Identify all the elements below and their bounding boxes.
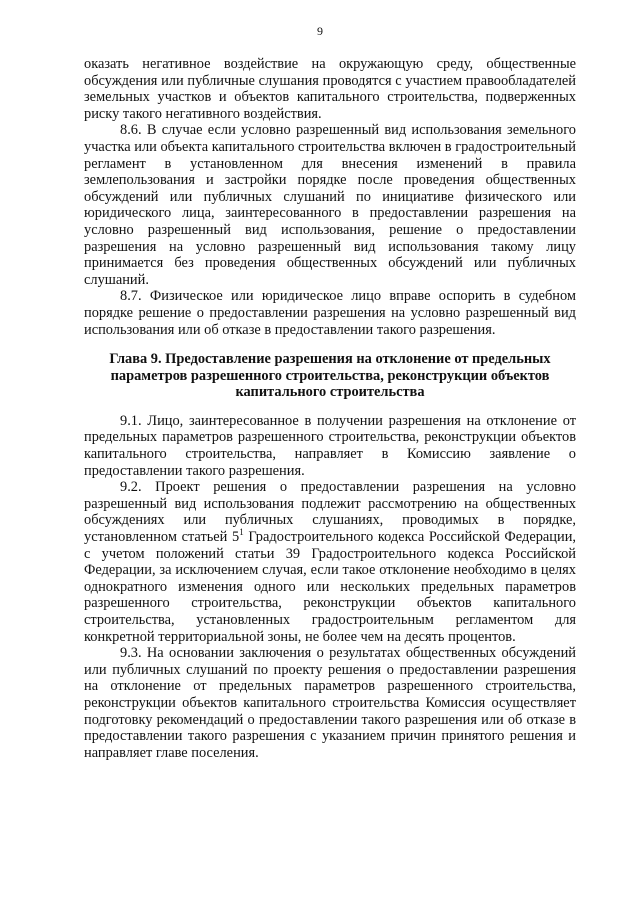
paragraph-9-2-start: 9.2. Проект решения о предоставлении разрешения на условно разрешенный вид использования подлежит рассмотрению на общественных обсуждениях или публичных слушаниях, проводимых в порядке, установленном статьей 5 xyxy=(84,479,576,546)
article-superscript: 1 xyxy=(239,527,244,538)
chapter-9-heading: Глава 9. Предоставление разрешения на отклонение от предельных параметров разрешенного строительства, реконструкции объектов капитального строительства xyxy=(109,351,551,401)
page-number: 9 xyxy=(317,24,323,38)
paragraph-9-1: 9.1. Лицо, заинтересованное в получении разрешения на отклонение от предельных параметров разрешенного строительства, реконструкции объектов капитального строительства, направляет в Комиссию заявление о предоставлении такого разрешения. xyxy=(84,412,576,479)
paragraph-8-6: 8.6. В случае если условно разрешенный вид использования земельного участка или объекта капитального строительства включен в градостроительный регламент в установленном для внесения изменений в правила землепользования и застройки порядке после проведения общественных обсуждений или публичных слушаний по инициативе физического или юридического лица, заинтересованного в предоставлении разрешения на условно разрешенный вид использования, решение о предоставлении разрешения на условно разрешенный вид использования такому лицу принимается без проведения общественных обсуждений или публичных слушаний. xyxy=(84,122,576,288)
paragraph-9-3: 9.3. На основании заключения о результатах общественных обсуждений или публичных слушаний по проекту решения о предоставлении разрешения на отклонение от предельных параметров разрешенного строительства, реконструкции объектов капитального строительства Комиссия осуществляет подготовку рекомендаций о предоставлении такого разрешения или об отказе в предоставлении такого разрешения с указанием причин принятого решения и направляет главе поселения. xyxy=(84,645,576,761)
paragraph-9-2 xyxy=(84,479,576,645)
paragraph-8-7: 8.7. Физическое или юридическое лицо вправе оспорить в судебном порядке решение о предоставлении разрешения на условно разрешенный вид использования или об отказе в предоставлении такого разрешения. xyxy=(84,288,576,338)
paragraph-continued: оказать негативное воздействие на окружающую среду, общественные обсуждения или публичные слушания проводятся с участием правообладателей земельных участков и объектов капитального строительства, подверженных риску такого негативного воздействия. xyxy=(84,56,576,122)
paragraph-9-2-end: Градостроительного кодекса Российской Федерации, с учетом положений статьи 39 Градостроительного кодекса Российской Федерации, за исключением случая, если такое отклонение необходимо в целях однократного изменения одного или нескольких предельных параметров разрешенного строительства, реконструкции объектов капитального строительства, установленных градостроительным регламентом для конкретной территориальной зоны, не более чем на десять процентов. xyxy=(84,529,576,645)
document-body xyxy=(84,56,576,761)
